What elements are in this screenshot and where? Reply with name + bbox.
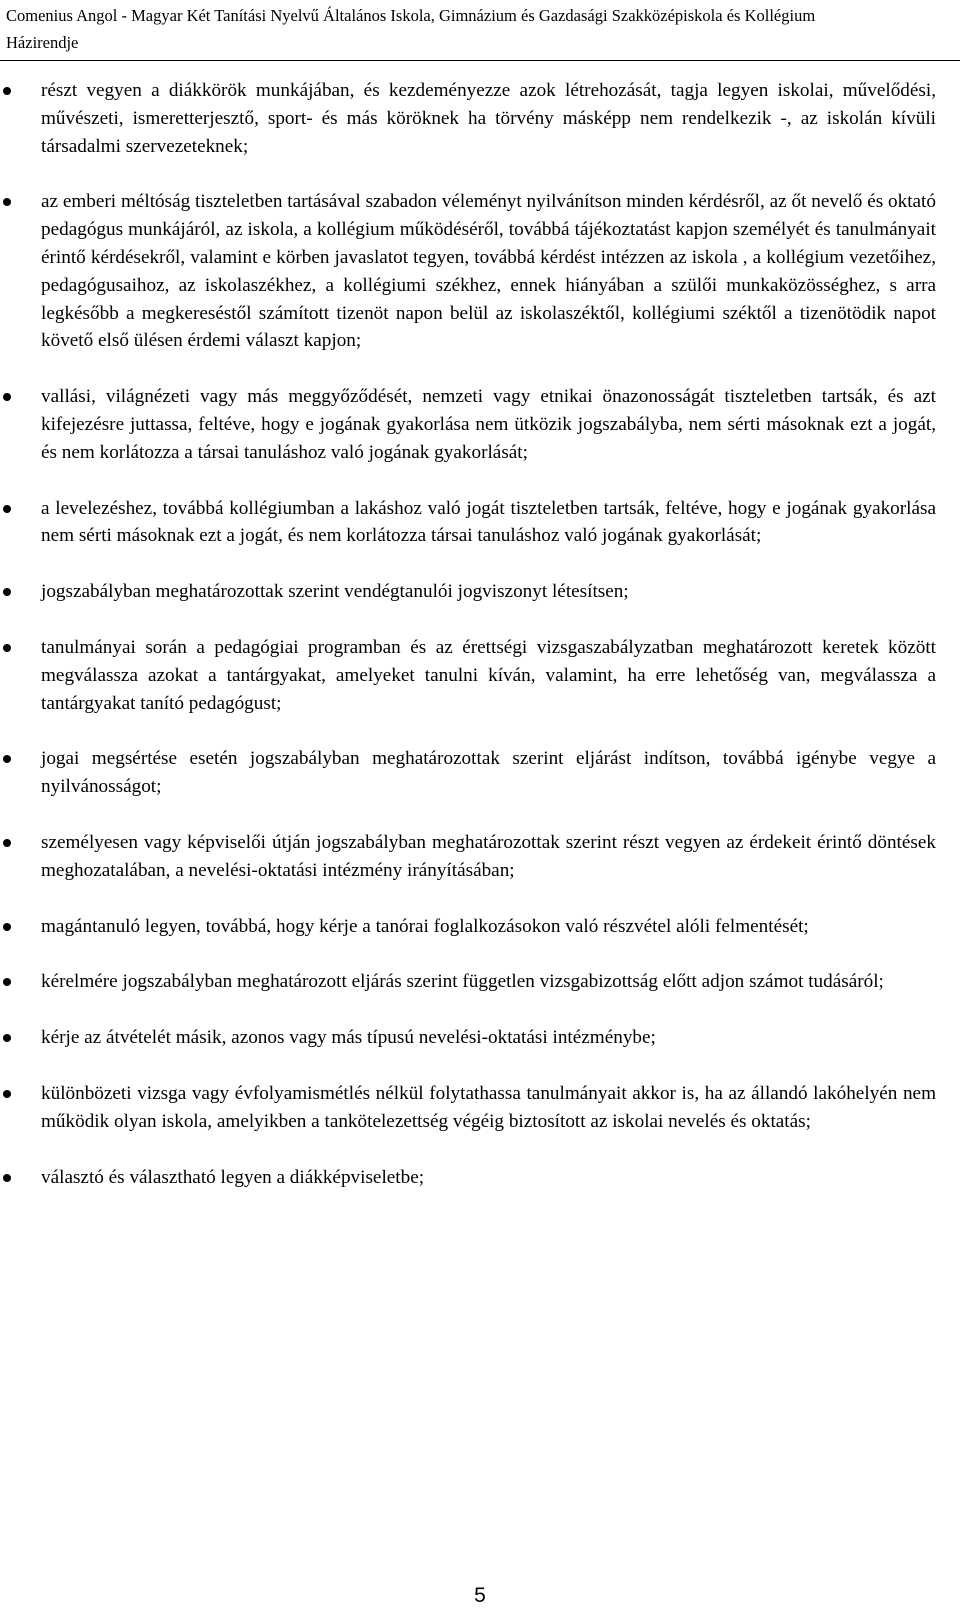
bullet-icon (3, 505, 11, 513)
bullet-icon (3, 978, 11, 986)
list-item (0, 1024, 960, 1052)
bullet-icon (3, 588, 11, 596)
rights-list (0, 77, 960, 1191)
list-item-text: különbözeti vizsga vagy évfolyamismétlés nélkül folytathassa tanulmányait akkor is, ha az állandó lakóhelyén nem működik olyan iskola, amelyikben a tankötelezettség végéig biztosított az iskolai nevelés és oktatás; (41, 1082, 936, 1132)
bullet-icon (3, 755, 11, 763)
list-item-text: jogszabályban meghatározottak szerint vendégtanulói jogviszonyt létesítsen; (41, 581, 629, 603)
header-divider (0, 60, 960, 61)
list-item (0, 745, 960, 801)
list-item (0, 1080, 960, 1136)
list-item-text: magántanuló legyen, továbbá, hogy kérje a tanórai foglalkozásokon való részvétel alóli felmentését; (41, 915, 809, 937)
page-number: 5 (474, 1584, 486, 1607)
list-item (0, 188, 960, 355)
list-item-text: kérje az átvételét másik, azonos vagy más típusú nevelési-oktatási intézménybe; (41, 1027, 656, 1049)
list-item-text: jogai megsértése esetén jogszabályban meghatározottak szerint eljárást indítson, továbbá igénybe vegye a nyilvánosságot; (41, 748, 936, 798)
bullet-icon (3, 1090, 11, 1098)
bullet-icon (3, 393, 11, 401)
list-item-text: a levelezéshez, továbbá kollégiumban a lakáshoz való jogát tiszteletben tartsák, feltéve, hogy e jogának gyakorlása nem sérti másoknak ezt a jogát, és nem korlátozza társai tanuláshoz való jogának gyakorlását; (41, 497, 936, 547)
list-item (0, 578, 960, 606)
list-item (0, 634, 960, 717)
list-item (0, 495, 960, 551)
list-item-text: tanulmányai során a pedagógiai programban és az érettségi vizsgaszabályzatban meghatározott keretek között megválassza azokat a tantárgyakat, amelyeket tanulni kíván, valamint, ha erre lehetőség van, megválassza a tantárgyakat tanító pedagógust; (41, 636, 936, 714)
bullet-icon (3, 644, 11, 652)
page-header (6, 2, 954, 56)
list-item (0, 913, 960, 941)
list-item-text: választó és választható legyen a diákképviseletbe; (41, 1166, 425, 1188)
document-title: Házirendje (6, 33, 79, 52)
bullet-icon (3, 1174, 11, 1182)
list-item (0, 1164, 960, 1192)
bullet-icon (3, 87, 11, 95)
list-item-text: vallási, világnézeti vagy más meggyőződését, nemzeti vagy etnikai önazonosságát tiszteletben tartsák, és azt kifejezésre juttassa, feltéve, hogy e jogának gyakorlása nem ütközik jogszabályba, nem sérti másoknak ezt a jogát, és nem korlátozza a társai tanuláshoz való jogának gyakorlását; (41, 386, 936, 463)
list-item (0, 383, 960, 466)
bullet-icon (3, 923, 11, 931)
list-item-text: az emberi méltóság tiszteletben tartásával szabadon véleményt nyilvánítson minden kérdésről, az őt nevelő és oktató pedagógus munkájáról, az iskola, a kollégium működéséről, továbbá tájékoztatást kapjon személyét és tanulmányait érintő kérdésekről, valamint e körben javaslatot tegyen, továbbá kérdést intézzen az iskola , a kollégium vezetőihez, pedagógusaihoz, az iskolaszékhez, a kollégiumi székhez, ennek hiányában a szülői munkaközösséghez, s arra legkésőbb a megkereséstől számított tizenöt napon belül az iskolaszéktől, kollégiumi széktől a tizenötödik napot követő első ülésen érdemi választ kapjon; (41, 191, 936, 352)
bullet-icon (3, 198, 11, 206)
list-item (0, 829, 960, 885)
list-item-text: részt vegyen a diákkörök munkájában, és kezdeményezze azok létrehozását, tagja legyen iskolai, művelődési, művészeti, ismeretterjesztő, sport- és más köröknek ha törvény másképp nem rendelkezik -, az iskolán kívüli társadalmi szervezeteknek; (41, 80, 936, 157)
list-item-text: személyesen vagy képviselői útján jogszabályban meghatározottak szerint részt vegyen az érdekeit érintő döntések meghozatalában, a nevelési-oktatási intézmény irányításában; (41, 831, 936, 881)
bullet-icon (3, 839, 11, 847)
list-item (0, 968, 960, 996)
school-name: Comenius Angol - Magyar Két Tanítási Nyelvű Általános Iskola, Gimnázium és Gazdasági Szakközépiskola és Kollégium (6, 6, 816, 25)
bullet-icon (3, 1034, 11, 1042)
list-item (0, 77, 960, 160)
list-item-text: kérelmére jogszabályban meghatározott eljárás szerint független vizsgabizottság előtt adjon számot tudásáról; (41, 971, 884, 993)
